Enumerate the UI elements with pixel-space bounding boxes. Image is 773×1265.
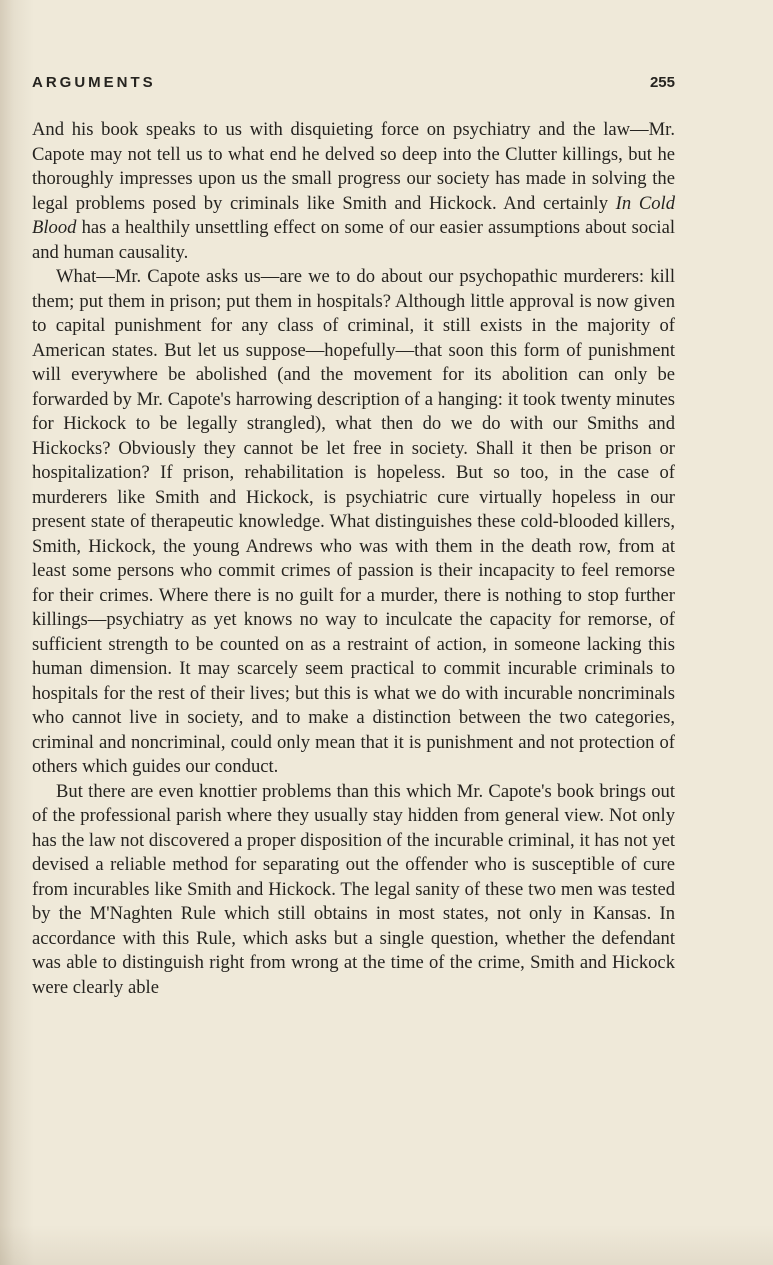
running-head: ARGUMENTS [32, 74, 156, 91]
body-text [32, 118, 675, 1000]
page-number: 255 [649, 74, 675, 91]
paragraph-2: What—Mr. Capote asks us—are we to do about our psychopathic murderers: kill them; put them in prison; put them in hospitals? Although little approval is now given to capital punishment for any class of criminal, it still exists in the majority of American states. But let us suppose—hopefully—that soon this form of punishment will everywhere be abolished (and the movement for its abolition can only be forwarded by Mr. Capote's harrowing description of a hanging: it took twenty minutes for Hickock to be legally strangled), what then do we do with our Smiths and Hickocks? Obviously they cannot be let free in society. Shall it then be prison or hospitalization? If prison, rehabilitation is hopeless. But so too, in the case of murderers like Smith and Hickock, is psychiatric cure virtually hopeless in our present state of therapeutic knowledge. What distinguishes these cold-blooded killers, Smith, Hickock, the young Andrews who was with them in the death row, from at least some persons who commit crimes of passion is their incapacity to feel remorse for their crimes. Where there is no guilt for a murder, there is nothing to stop further killings—psychiatry as yet knows no way to inculcate the capacity for remorse, of sufficient strength to be counted on as a restraint of action, in someone lacking this human dimension. It may scarcely seem practical to commit incurable criminals to hospitals for the rest of their lives; but this is what we do with incurable noncriminals who cannot live in society, and to make a distinction between the two categories, criminal and noncriminal, could only mean that it is punishment and not protection of others which guides our conduct. [32, 266, 675, 777]
book-title-italic: In Cold Blood [32, 192, 675, 238]
paragraph-1-text-a: And his book speaks to us with disquieting force on psychiatry and the law—Mr. Capote may not tell us to what end he delved so deep into the Clutter killings, but he thoroughly impresses upon us the small progress our society has made in solving the legal problems posed by criminals like Smith and Hickock. And certainly [32, 119, 675, 214]
paragraph-1 [32, 118, 675, 265]
paragraph-3: But there are even knottier problems than this which Mr. Capote's book brings out of the professional parish where they usually stay hidden from general view. Not only has the law not discovered a proper disposition of the incurable criminal, it has not yet devised a reliable method for separating out the offender who is susceptible of cure from incurables like Smith and Hickock. The legal sanity of these two men was tested by the M'Naghten Rule which still obtains in most states, not only in Kansas. In accordance with this Rule, which asks but a single question, whether the defendant was able to distinguish right from wrong at the time of the crime, Smith and Hickock were clearly able [32, 780, 675, 998]
page-header [32, 74, 675, 96]
paragraph-1-text-b: has a healthily unsettling effect on some of our easier assumptions about social and human causality. [32, 217, 675, 263]
